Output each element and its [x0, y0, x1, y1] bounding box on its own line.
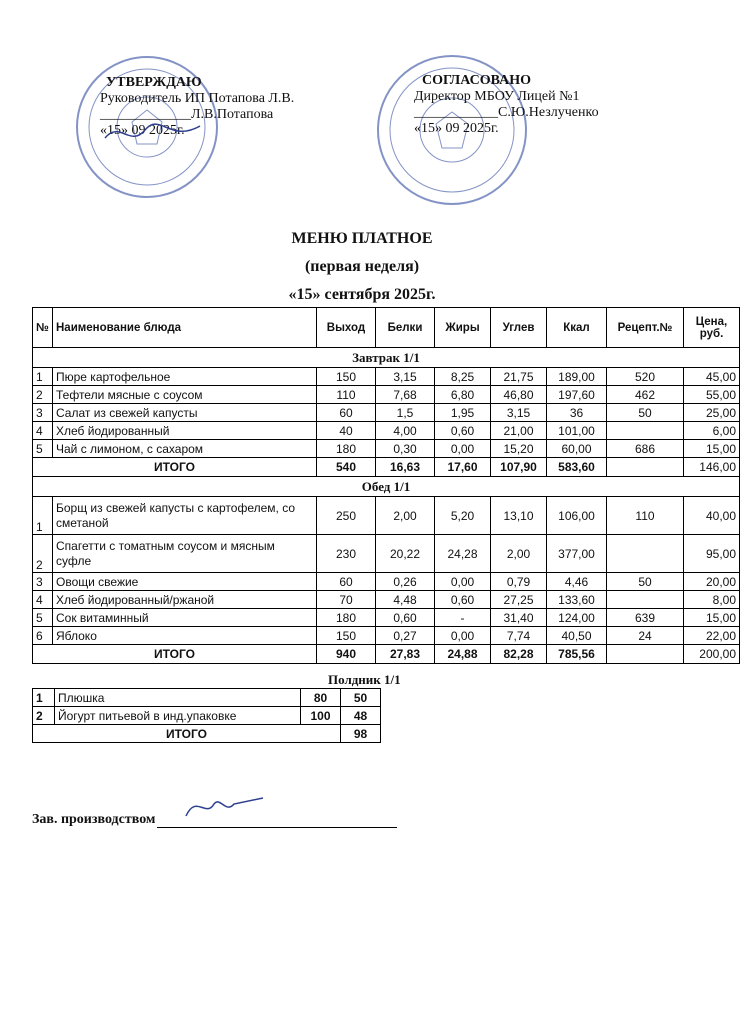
lunch-total-kcal: 785,56 — [547, 645, 607, 664]
row-fats: 24,28 — [435, 535, 491, 573]
row-number: 1 — [33, 689, 55, 707]
menu-date: «15» сентября 2025г. — [288, 286, 436, 303]
section-lunch-label: Обед 1/1 — [33, 477, 740, 497]
header-dish-name: Наименование блюда — [53, 308, 317, 348]
row-dish-name: Борщ из свежей капусты с картофелем, со сметаной — [53, 497, 317, 535]
breakfast-total-carbs: 107,90 — [491, 458, 547, 477]
row-fats: 6,80 — [435, 386, 491, 404]
row-number: 1 — [33, 497, 53, 535]
snack-total-label: ИТОГО — [33, 725, 341, 743]
row-recipe: 50 — [607, 404, 684, 422]
lunch-total-recipe — [607, 645, 684, 664]
breakfast-total-output: 540 — [317, 458, 376, 477]
row-number: 1 — [33, 368, 53, 386]
lunch-total-row — [33, 645, 740, 664]
row-fats: 1,95 — [435, 404, 491, 422]
row-number: 3 — [33, 573, 53, 591]
menu-title: МЕНЮ ПЛАТНОЕ — [291, 230, 433, 247]
breakfast-total-proteins: 16,63 — [376, 458, 435, 477]
row-kcal: 106,00 — [547, 497, 607, 535]
row-recipe: 50 — [607, 573, 684, 591]
header-recipe: Рецепт.№ — [607, 308, 684, 348]
approval-right-date: «15» 09 2025г. — [414, 121, 499, 136]
row-recipe — [607, 535, 684, 573]
row-carbs: 7,74 — [491, 627, 547, 645]
footer-signature-line — [157, 813, 397, 828]
header-kcal: Ккал — [547, 308, 607, 348]
table-row — [33, 573, 740, 591]
breakfast-total-kcal: 583,60 — [547, 458, 607, 477]
row-number: 4 — [33, 422, 53, 440]
section-lunch-row — [33, 477, 740, 497]
row-recipe: 686 — [607, 440, 684, 458]
row-fats: 0,00 — [435, 627, 491, 645]
approval-left — [100, 75, 294, 139]
footer — [32, 812, 397, 828]
row-fats: - — [435, 609, 491, 627]
header-output: Выход — [317, 308, 376, 348]
header-number: № — [33, 308, 53, 348]
lunch-total-carbs: 82,28 — [491, 645, 547, 664]
snack-total-price: 98 — [341, 725, 381, 743]
row-price: 15,00 — [684, 609, 740, 627]
row-kcal: 40,50 — [547, 627, 607, 645]
row-output: 100 — [301, 707, 341, 725]
row-price: 22,00 — [684, 627, 740, 645]
table-row — [33, 591, 740, 609]
row-number: 2 — [33, 535, 53, 573]
table-row — [33, 627, 740, 645]
approval-left-name: _____________Л.В.Потапова — [100, 107, 274, 122]
row-proteins: 0,60 — [376, 609, 435, 627]
table-row — [33, 609, 740, 627]
row-number: 5 — [33, 609, 53, 627]
row-proteins: 0,30 — [376, 440, 435, 458]
row-dish-name: Хлеб йодированный/ржаной — [53, 591, 317, 609]
row-fats: 0,00 — [435, 573, 491, 591]
approval-left-position: Руководитель ИП Потапова Л.В. — [100, 91, 295, 106]
lunch-rows — [33, 497, 740, 645]
row-dish-name: Плюшка — [55, 689, 301, 707]
table-row — [33, 368, 740, 386]
row-output: 110 — [317, 386, 376, 404]
row-number: 2 — [33, 707, 55, 725]
row-price: 25,00 — [684, 404, 740, 422]
row-output: 40 — [317, 422, 376, 440]
row-recipe: 110 — [607, 497, 684, 535]
row-carbs: 0,79 — [491, 573, 547, 591]
breakfast-total-label: ИТОГО — [33, 458, 317, 477]
row-price: 40,00 — [684, 497, 740, 535]
row-dish-name: Яблоко — [53, 627, 317, 645]
row-price: 95,00 — [684, 535, 740, 573]
row-fats: 0,00 — [435, 440, 491, 458]
lunch-total-price: 200,00 — [684, 645, 740, 664]
section-breakfast-label: Завтрак 1/1 — [33, 348, 740, 368]
section-breakfast-row — [33, 348, 740, 368]
row-recipe: 24 — [607, 627, 684, 645]
row-output: 150 — [317, 368, 376, 386]
row-fats: 0,60 — [435, 422, 491, 440]
row-kcal: 101,00 — [547, 422, 607, 440]
row-kcal: 4,46 — [547, 573, 607, 591]
row-price: 6,00 — [684, 422, 740, 440]
row-carbs: 31,40 — [491, 609, 547, 627]
row-output: 150 — [317, 627, 376, 645]
row-dish-name: Пюре картофельное — [53, 368, 317, 386]
row-dish-name: Йогурт питьевой в инд.упаковке — [55, 707, 301, 725]
row-output: 70 — [317, 591, 376, 609]
row-price: 48 — [341, 707, 381, 725]
row-proteins: 0,27 — [376, 627, 435, 645]
row-fats: 0,60 — [435, 591, 491, 609]
table-header-row — [33, 308, 740, 348]
breakfast-rows — [33, 368, 740, 458]
approval-right — [414, 73, 599, 137]
table-row — [33, 707, 381, 725]
header-fats: Жиры — [435, 308, 491, 348]
row-price: 15,00 — [684, 440, 740, 458]
lunch-total-label: ИТОГО — [33, 645, 317, 664]
row-carbs: 13,10 — [491, 497, 547, 535]
row-proteins: 1,5 — [376, 404, 435, 422]
snack-total-row — [33, 725, 381, 743]
row-output: 80 — [301, 689, 341, 707]
row-number: 2 — [33, 386, 53, 404]
approval-left-date: «15» 09 2025г. — [100, 123, 185, 138]
row-proteins: 0,26 — [376, 573, 435, 591]
row-carbs: 21,75 — [491, 368, 547, 386]
row-output: 180 — [317, 609, 376, 627]
row-price: 50 — [341, 689, 381, 707]
header-price: Цена, руб. — [684, 308, 740, 348]
row-kcal: 60,00 — [547, 440, 607, 458]
lunch-total-proteins: 27,83 — [376, 645, 435, 664]
row-price: 45,00 — [684, 368, 740, 386]
approval-right-position: Директор МБОУ Лицей №1 — [414, 89, 580, 104]
row-carbs: 15,20 — [491, 440, 547, 458]
approval-right-title: СОГЛАСОВАНО — [422, 73, 531, 88]
header-proteins: Белки — [376, 308, 435, 348]
row-output: 250 — [317, 497, 376, 535]
table-row — [33, 497, 740, 535]
snack-section-label: Полдник 1/1 — [328, 672, 401, 687]
breakfast-total-price: 146,00 — [684, 458, 740, 477]
row-number: 6 — [33, 627, 53, 645]
table-row — [33, 440, 740, 458]
row-carbs: 2,00 — [491, 535, 547, 573]
row-recipe: 520 — [607, 368, 684, 386]
row-fats: 8,25 — [435, 368, 491, 386]
row-proteins: 3,15 — [376, 368, 435, 386]
header-carbs: Углев — [491, 308, 547, 348]
table-row — [33, 386, 740, 404]
row-proteins: 2,00 — [376, 497, 435, 535]
approval-left-title: УТВЕРЖДАЮ — [106, 75, 202, 90]
menu-subtitle: (первая неделя) — [304, 258, 420, 275]
lunch-total-fats: 24,88 — [435, 645, 491, 664]
menu-table — [32, 307, 740, 664]
row-dish-name: Спагетти с томатным соусом и мясным суфле — [53, 535, 317, 573]
row-carbs: 3,15 — [491, 404, 547, 422]
row-dish-name: Овощи свежие — [53, 573, 317, 591]
breakfast-total-row — [33, 458, 740, 477]
footer-label: Зав. производством — [32, 812, 156, 827]
breakfast-total-fats: 17,60 — [435, 458, 491, 477]
row-recipe: 639 — [607, 609, 684, 627]
snack-table — [32, 688, 381, 743]
table-row — [33, 689, 381, 707]
table-row — [33, 404, 740, 422]
row-fats: 5,20 — [435, 497, 491, 535]
row-proteins: 4,00 — [376, 422, 435, 440]
row-kcal: 133,60 — [547, 591, 607, 609]
row-carbs: 21,00 — [491, 422, 547, 440]
lunch-total-output: 940 — [317, 645, 376, 664]
row-dish-name: Тефтели мясные с соусом — [53, 386, 317, 404]
row-number: 5 — [33, 440, 53, 458]
row-kcal: 124,00 — [547, 609, 607, 627]
row-kcal: 189,00 — [547, 368, 607, 386]
row-recipe — [607, 422, 684, 440]
approval-right-name: ____________С.Ю.Незлученко — [414, 105, 599, 120]
row-output: 180 — [317, 440, 376, 458]
row-kcal: 36 — [547, 404, 607, 422]
row-price: 8,00 — [684, 591, 740, 609]
row-proteins: 20,22 — [376, 535, 435, 573]
row-dish-name: Хлеб йодированный — [53, 422, 317, 440]
row-kcal: 197,60 — [547, 386, 607, 404]
table-row — [33, 422, 740, 440]
row-proteins: 7,68 — [376, 386, 435, 404]
row-carbs: 46,80 — [491, 386, 547, 404]
row-output: 60 — [317, 404, 376, 422]
row-proteins: 4,48 — [376, 591, 435, 609]
row-carbs: 27,25 — [491, 591, 547, 609]
row-output: 230 — [317, 535, 376, 573]
row-kcal: 377,00 — [547, 535, 607, 573]
row-price: 20,00 — [684, 573, 740, 591]
breakfast-total-recipe — [607, 458, 684, 477]
row-dish-name: Чай с лимоном, с сахаром — [53, 440, 317, 458]
row-dish-name: Сок витаминный — [53, 609, 317, 627]
row-recipe: 462 — [607, 386, 684, 404]
row-dish-name: Салат из свежей капусты — [53, 404, 317, 422]
row-price: 55,00 — [684, 386, 740, 404]
row-output: 60 — [317, 573, 376, 591]
row-recipe — [607, 591, 684, 609]
row-number: 3 — [33, 404, 53, 422]
row-number: 4 — [33, 591, 53, 609]
snack-rows — [33, 689, 381, 725]
table-row — [33, 535, 740, 573]
